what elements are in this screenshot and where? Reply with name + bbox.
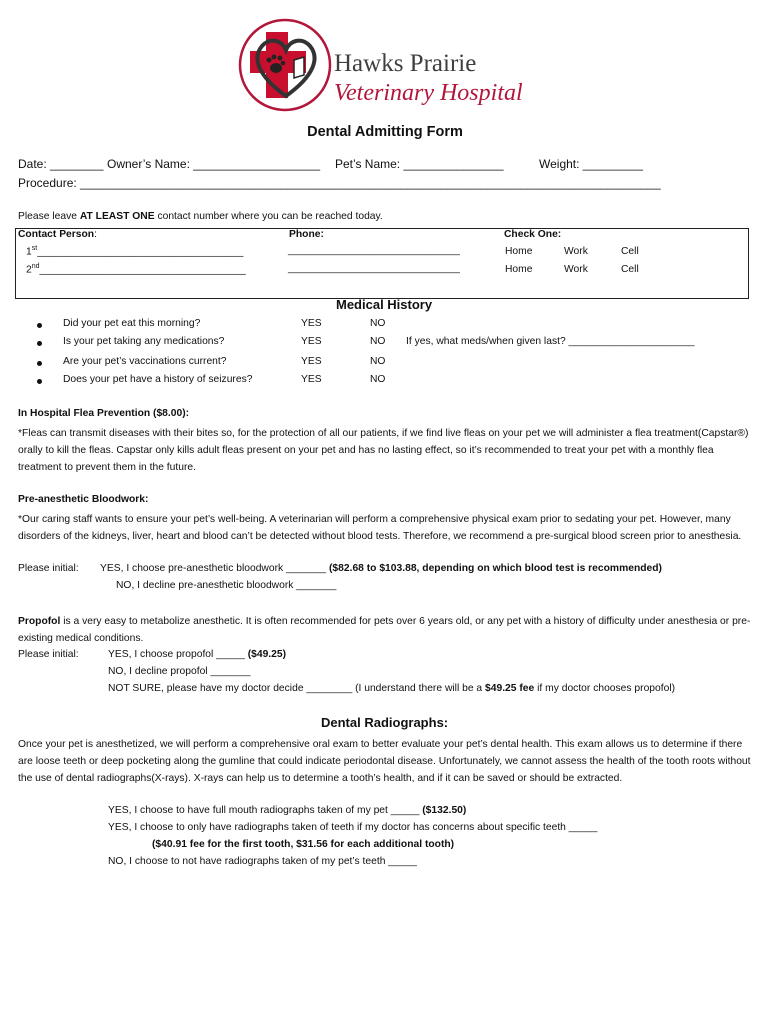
bullet-icon: [37, 323, 42, 328]
radiographs-title: Dental Radiographs:: [321, 715, 449, 730]
date-field[interactable]: Date: ________: [18, 157, 104, 171]
hospital-logo: [238, 18, 538, 114]
radiographs-none-option[interactable]: NO, I choose to not have radiographs taken of my pet’s teeth _____: [108, 856, 417, 867]
history-no-option[interactable]: NO: [370, 318, 386, 329]
history-no-option[interactable]: NO: [370, 374, 386, 385]
bloodwork-yes-option[interactable]: YES, I choose pre-anesthetic bloodwork _______ ($82.68 to $103.88, depending on which blood test is recommended): [100, 563, 662, 574]
bloodwork-body: *Our caring staff wants to ensure your pet’s well-being. A veterinarian will perform a comprehensive physical exam prior to sedating your pet. However, many disorders of the kidneys, liver, heart and blood can’t be detected without blood tests. Therefore, we recommend a pre-surgical blood screen prior to anesthesia.: [18, 514, 742, 543]
logo-name-line1: Hawks Prairie: [334, 50, 477, 77]
heart-cross-logo-icon: [238, 18, 334, 114]
medical-history-title: Medical History: [336, 297, 433, 312]
history-question: Does your pet have a history of seizures?: [63, 374, 253, 385]
pet-name-field[interactable]: Pet’s Name: _______________: [335, 157, 504, 171]
propofol-body: Propofol is a very easy to metabolize anesthetic. It is often recommended for pets over 6 years old, or any pet with a history of difficulty under anesthesia or pre-existing medical conditions.: [18, 616, 751, 645]
history-yes-option[interactable]: YES: [301, 356, 322, 367]
bloodwork-initial-label: Please initial:: [18, 563, 79, 574]
history-question: Did your pet eat this morning?: [63, 318, 201, 329]
history-yes-option[interactable]: YES: [301, 318, 322, 329]
propofol-initial-label: Please initial:: [18, 649, 79, 660]
meds-given-field[interactable]: If yes, what meds/when given last? ______________________: [406, 336, 695, 347]
propofol-yes-option[interactable]: YES, I choose propofol _____ ($49.25): [108, 649, 287, 660]
bullet-icon: [37, 379, 42, 384]
radiographs-body: Once your pet is anesthetized, we will perform a comprehensive oral exam to better evaluate your pet’s dental health. This exam allows us to determine if there are loose teeth or deep pocketing along the gumline that could indicate periodontal disease. Unfortunately, we cannot assess the health of the tooth roots without the use of dental radiographs(X-rays). X-rays can help us to determine a tooth’s health, and if it can be saved or should be extracted.: [18, 739, 751, 785]
history-question: Is your pet taking any medications?: [63, 336, 225, 347]
history-yes-option[interactable]: YES: [301, 374, 322, 385]
weight-field[interactable]: Weight: _________: [539, 157, 643, 171]
bloodwork-heading: Pre-anesthetic Bloodwork:: [18, 494, 149, 505]
radiographs-some-option[interactable]: YES, I choose to only have radiographs taken of teeth if my doctor has concerns about specific teeth _____: [108, 822, 598, 833]
contact-row-2-work[interactable]: Work: [564, 264, 588, 275]
flea-heading: In Hospital Flea Prevention ($8.00):: [18, 408, 190, 419]
page-title: Dental Admitting Form: [307, 124, 463, 140]
bullet-icon: [37, 341, 42, 346]
propofol-notsure-option[interactable]: NOT SURE, please have my doctor decide ________ (I understand there will be a $49.25 fee if my doctor chooses propofol): [108, 683, 676, 694]
phone-label: Phone:: [289, 229, 324, 240]
history-no-option[interactable]: NO: [370, 336, 386, 347]
logo-name-line2: Veterinary Hospital: [334, 80, 523, 106]
contact-row-2-person[interactable]: 2nd____________________________________: [26, 263, 246, 276]
contact-row-2-cell[interactable]: Cell: [621, 264, 639, 275]
procedure-field[interactable]: Procedure: _______________________________________________________________________________________: [18, 176, 661, 190]
bloodwork-no-option[interactable]: NO, I decline pre-anesthetic bloodwork _______: [116, 580, 337, 591]
flea-body: *Fleas can transmit diseases with their bites so, for the protection of all our patients, if we find live fleas on your pet we will administer a flea treatment(Capstar®) orally to kill the fleas. Capstar only kills adult fleas present on your pet and has no lasting effect, so it’s recommended to treat your pet with a monthly flea treatment to prevent them in the future.: [18, 428, 749, 474]
history-no-option[interactable]: NO: [370, 356, 386, 367]
history-question: Are your pet’s vaccinations current?: [63, 356, 227, 367]
contact-row-1-person[interactable]: 1st____________________________________: [26, 245, 244, 258]
radiographs-some-price: ($40.91 fee for the first tooth, $31.56 for each additional tooth): [152, 839, 455, 850]
contact-row-2-phone[interactable]: ______________________________: [288, 263, 460, 274]
propofol-no-option[interactable]: NO, I decline propofol _______: [108, 666, 251, 677]
contact-person-label: Contact Person:: [18, 229, 97, 240]
contact-row-1-work[interactable]: Work: [564, 246, 588, 257]
contact-row-2-home[interactable]: Home: [505, 264, 533, 275]
contact-box: [15, 228, 749, 299]
contact-intro: Please leave AT LEAST ONE contact number where you can be reached today.: [18, 211, 383, 222]
radiographs-full-option[interactable]: YES, I choose to have full mouth radiographs taken of my pet _____ ($132.50): [108, 805, 467, 816]
bullet-icon: [37, 361, 42, 366]
history-yes-option[interactable]: YES: [301, 336, 322, 347]
check-one-label: Check One:: [504, 229, 562, 240]
contact-row-1-home[interactable]: Home: [505, 246, 533, 257]
owner-name-field[interactable]: Owner’s Name: ___________________: [107, 157, 321, 171]
contact-row-1-cell[interactable]: Cell: [621, 246, 639, 257]
contact-row-1-phone[interactable]: ______________________________: [288, 245, 460, 256]
